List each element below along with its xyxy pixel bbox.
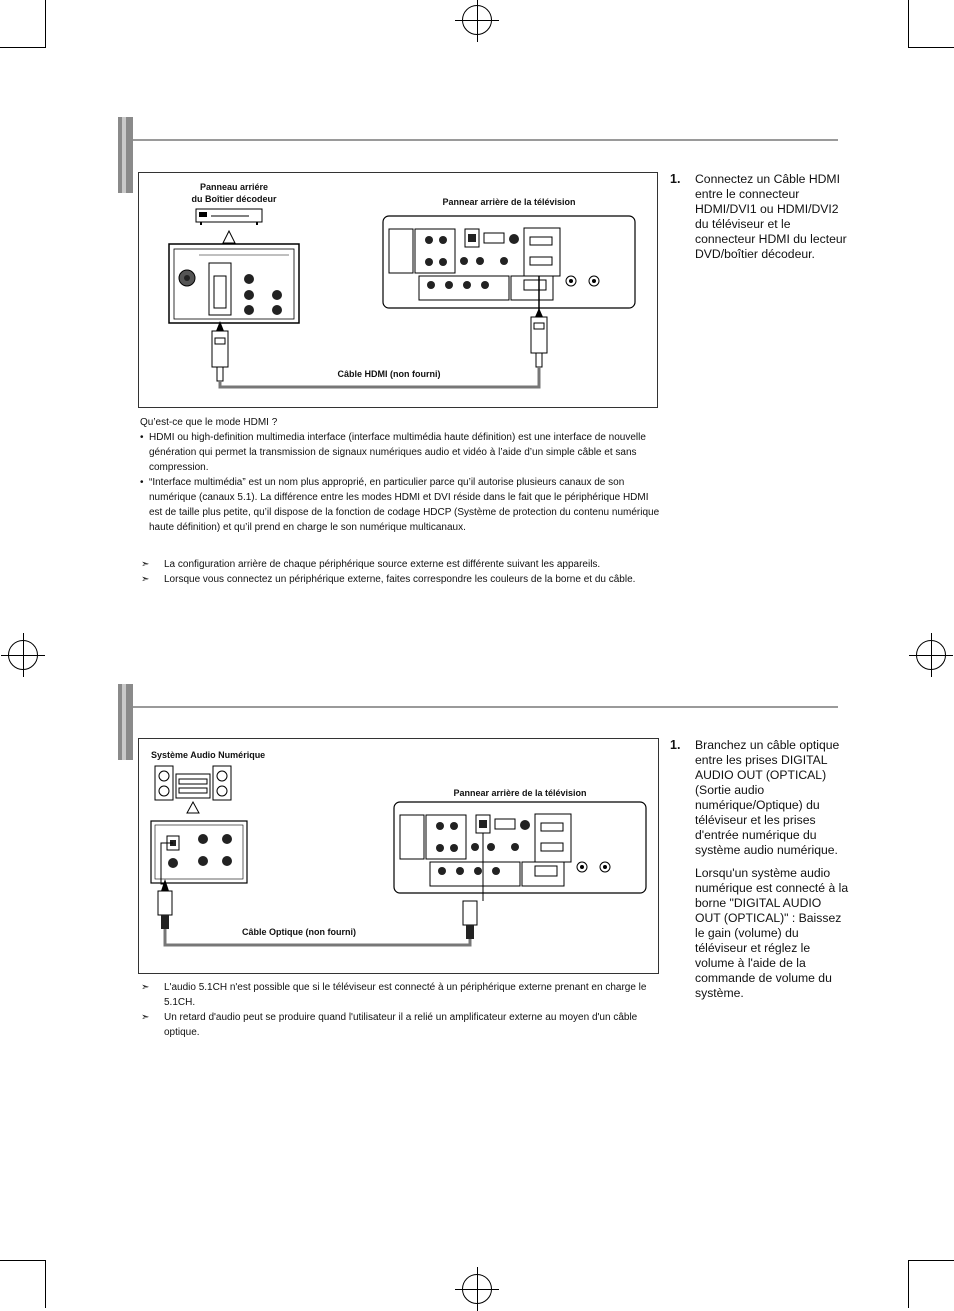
note-item [140, 980, 660, 1010]
note-text: La configuration arrière de chaque périphérique source externe est différente suivant les appareils. [164, 559, 601, 570]
registration-mark-right [916, 640, 946, 670]
label-optical-cable: Câble Optique (non fourni) [242, 927, 356, 937]
note-arrow-icon: ➣ [141, 559, 150, 570]
label-tv-rear: Pannear arrière de la télévision [442, 197, 576, 207]
note-item [140, 1010, 660, 1040]
registration-mark-top [462, 5, 492, 35]
step-text: Lorsqu'un système audio numérique est connecté à la borne "DIGITAL AUDIO OUT (OPTICAL)" : Baissez le gain (volume) du téléviseur et réglez le volume à l'aide de la commande de volume du système. [695, 866, 849, 1000]
note-text: Un retard d'audio peut se produire quand l'utilisateur il a relié un amplificateur externe au moyen d'un câble optique. [164, 1012, 638, 1038]
optical-connection-diagram [139, 739, 660, 975]
audio-rear-panel [151, 821, 247, 883]
note-arrow-icon: ➣ [141, 574, 150, 585]
hdmi-info-bullet: • HDMI ou high-definition multimedia interface (interface multimédia haute définition) est une interface de nouvelle génération qui permet la transmission de signaux numériques audio et vidéo à l’aide d’un simple câble et sans compression. [140, 430, 660, 475]
tv-rear-panel [394, 802, 646, 893]
section2-header-bar [118, 684, 133, 760]
label-hdmi-cable: Câble HDMI (non fourni) [337, 369, 441, 379]
section1-header-rule [133, 139, 838, 141]
step-number: 1. [670, 172, 681, 186]
note-item [140, 557, 700, 572]
section1-header-bar [118, 117, 133, 193]
up-arrow-icon [187, 802, 199, 813]
note-text: L'audio 5.1CH n'est possible que si le téléviseur est connecté à un périphérique externe prenant en charge le 5.1CH. [164, 982, 647, 1008]
step-number: 1. [670, 738, 681, 752]
hdmi-info [140, 415, 660, 535]
step-text: Branchez un câble optique entre les prises DIGITAL AUDIO OUT (OPTICAL) (Sortie audio numérique/Optique) du téléviseur et les prises d'entrée numérique du système audio numérique. [695, 738, 840, 857]
section2-step [670, 738, 850, 1009]
settop-rear-panel [169, 244, 299, 323]
section1-notes [140, 557, 700, 587]
tv-rear-panel [383, 216, 635, 308]
hdmi-info-heading: Qu’est-ce que le mode HDMI ? [140, 417, 278, 428]
section1-step [670, 172, 850, 262]
section2-notes [140, 980, 660, 1040]
settop-box-icon [196, 209, 262, 225]
audio-system-icon [155, 766, 231, 800]
note-text: Lorsque vous connectez un périphérique externe, faites correspondre les couleurs de la borne et du câble. [164, 574, 636, 585]
up-arrow-icon [223, 231, 235, 243]
step-text: Connectez un Câble HDMI entre le connecteur HDMI/DVI1 ou HDMI/DVI2 du téléviseur et le connecteur HDMI du lecteur DVD/boîtier décodeur. [695, 172, 847, 261]
registration-mark-bottom [462, 1274, 492, 1304]
section2-header-rule [133, 706, 838, 708]
section1-diagram [138, 172, 658, 408]
registration-mark-left [8, 640, 38, 670]
note-arrow-icon: ➣ [141, 1012, 150, 1023]
section2-diagram [138, 738, 659, 974]
label-settop-rear: Panneau arriére du Boîtier décodeur [191, 182, 277, 204]
label-tv-rear: Pannear arrière de la télévision [453, 788, 587, 798]
note-item [140, 572, 700, 587]
label-audio-system: Système Audio Numérique [151, 750, 266, 760]
hdmi-info-bullet: • “Interface multimédia” est un nom plus approprié, en particulier parce qu’il autorise plusieurs canaux de son numérique (canaux 5.1). La différence entre les modes HDMI et DVI réside dans le fait que le périphérique HDMI est de taille plus petite, qu’il dispose de la fonction de codage HDCP (Système de protection du contenu numérique haute définition) et qu’il prend en charge le son numérique multicanaux. [140, 475, 660, 535]
note-arrow-icon: ➣ [141, 982, 150, 993]
